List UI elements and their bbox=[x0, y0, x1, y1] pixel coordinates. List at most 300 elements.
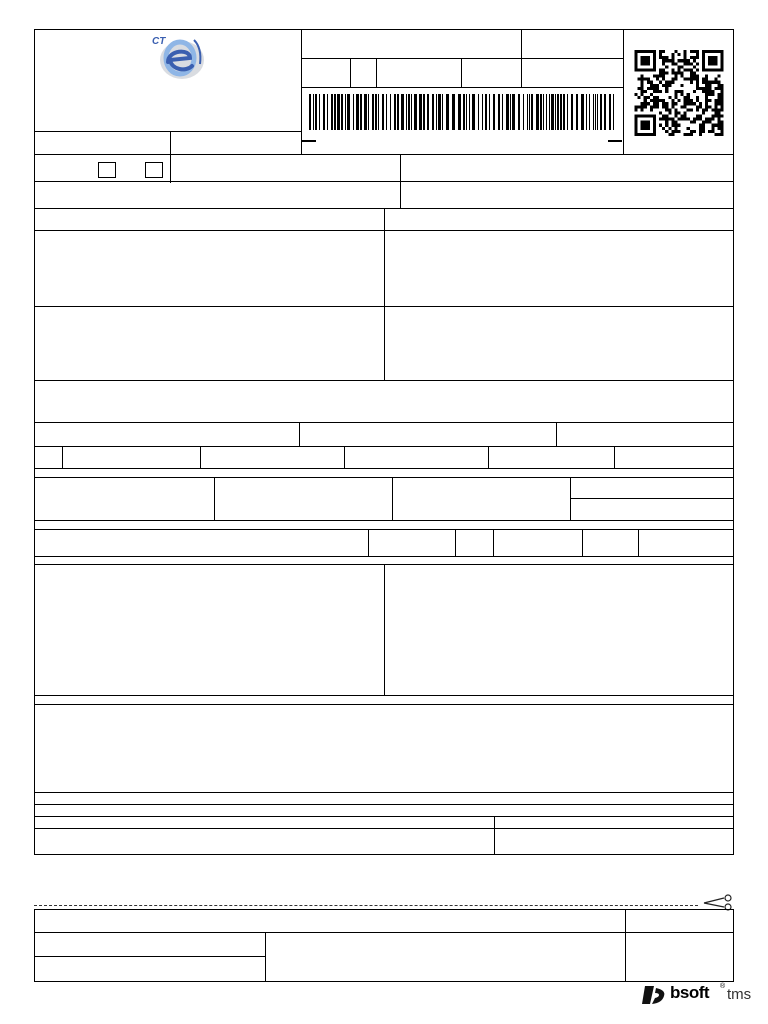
qr-module bbox=[687, 59, 690, 62]
barcode-bar bbox=[529, 94, 530, 130]
qr-module bbox=[674, 78, 677, 81]
barcode-graphic bbox=[309, 94, 619, 130]
qr-module bbox=[665, 90, 668, 93]
qr-module bbox=[650, 99, 653, 102]
barcode-bar bbox=[600, 94, 602, 130]
qr-module bbox=[674, 115, 677, 118]
qr-module bbox=[662, 99, 665, 102]
barcode-bar bbox=[419, 94, 422, 130]
barcode-bar bbox=[589, 94, 590, 130]
qr-module bbox=[677, 65, 680, 68]
barcode-bar bbox=[432, 94, 434, 130]
qr-module bbox=[656, 75, 659, 78]
qr-module bbox=[708, 93, 711, 96]
checkbox[interactable] bbox=[98, 162, 116, 178]
barcode-bar bbox=[452, 94, 455, 130]
barcode-bar bbox=[485, 94, 487, 130]
qr-module bbox=[687, 78, 690, 81]
qr-module bbox=[681, 105, 684, 108]
qr-module bbox=[720, 133, 723, 136]
qr-module bbox=[684, 56, 687, 59]
barcode-bar bbox=[313, 94, 314, 130]
qr-module bbox=[708, 81, 711, 84]
barcode-bar bbox=[427, 94, 429, 130]
qr-module bbox=[690, 68, 693, 71]
qr-module bbox=[674, 121, 677, 124]
divider bbox=[384, 564, 385, 695]
qr-module bbox=[677, 118, 680, 121]
qr-module bbox=[641, 84, 644, 87]
qr-module bbox=[702, 127, 705, 130]
qr-module bbox=[687, 127, 690, 130]
divider bbox=[62, 446, 63, 468]
divider bbox=[301, 87, 623, 88]
qr-finder bbox=[653, 115, 656, 137]
qr-module bbox=[656, 87, 659, 90]
barcode-bar bbox=[489, 94, 490, 130]
qr-module bbox=[662, 102, 665, 105]
qr-module bbox=[705, 108, 708, 111]
barcode-bar bbox=[414, 94, 417, 130]
qr-module bbox=[714, 87, 717, 90]
qr-module bbox=[714, 102, 717, 105]
brand-name: bsoft bbox=[670, 983, 710, 1002]
qr-module bbox=[702, 87, 705, 90]
qr-module bbox=[665, 130, 668, 133]
barcode-bar bbox=[353, 94, 354, 130]
qr-module bbox=[690, 133, 693, 136]
qr-module bbox=[720, 90, 723, 93]
qr-module bbox=[684, 50, 687, 53]
qr-module bbox=[641, 81, 644, 84]
qr-module bbox=[684, 96, 687, 99]
divider bbox=[368, 529, 369, 556]
qr-module bbox=[714, 111, 717, 114]
qr-module bbox=[641, 75, 644, 78]
divider bbox=[35, 422, 733, 423]
qr-module bbox=[677, 68, 680, 71]
qr-module bbox=[650, 105, 653, 108]
qr-module bbox=[659, 72, 662, 75]
qr-module bbox=[665, 65, 668, 68]
qr-module bbox=[674, 108, 677, 111]
qr-module bbox=[687, 99, 690, 102]
divider bbox=[35, 695, 733, 696]
qr-finder bbox=[634, 133, 656, 136]
qr-module bbox=[674, 127, 677, 130]
qr-module bbox=[693, 90, 696, 93]
qr-module bbox=[717, 93, 720, 96]
barcode-bar bbox=[408, 94, 410, 130]
barcode-bar bbox=[546, 94, 547, 130]
qr-module bbox=[690, 62, 693, 65]
brand-mark: ® bbox=[720, 983, 726, 990]
qr-module bbox=[684, 59, 687, 62]
barcode-bar bbox=[309, 94, 311, 130]
barcode-bar bbox=[345, 94, 346, 130]
barcode-bar bbox=[323, 94, 325, 130]
qr-module bbox=[668, 111, 671, 114]
divider bbox=[170, 131, 171, 183]
qr-module bbox=[711, 127, 714, 130]
qr-module bbox=[717, 121, 720, 124]
qr-module bbox=[720, 121, 723, 124]
qr-module bbox=[705, 96, 708, 99]
qr-module bbox=[644, 96, 647, 99]
barcode-bar bbox=[331, 94, 333, 130]
divider bbox=[214, 477, 215, 520]
barcode-bar bbox=[423, 94, 425, 130]
divider bbox=[392, 477, 393, 520]
qr-module bbox=[687, 133, 690, 136]
qr-module bbox=[693, 59, 696, 62]
barcode-bar bbox=[397, 94, 399, 130]
qr-module bbox=[671, 56, 674, 59]
qr-module bbox=[665, 59, 668, 62]
qr-module bbox=[702, 90, 705, 93]
qr-module bbox=[702, 108, 705, 111]
qr-module bbox=[659, 99, 662, 102]
qr-module bbox=[662, 105, 665, 108]
barcode-bar bbox=[406, 94, 407, 130]
qr-module bbox=[693, 65, 696, 68]
barcode-bar bbox=[347, 94, 350, 130]
divider bbox=[488, 446, 489, 468]
qr-finder bbox=[653, 50, 656, 72]
qr-module bbox=[720, 84, 723, 87]
qr-module bbox=[696, 50, 699, 53]
qr-module bbox=[671, 81, 674, 84]
divider bbox=[35, 446, 733, 447]
barcode-bar bbox=[557, 94, 559, 130]
qr-module bbox=[705, 87, 708, 90]
qr-module bbox=[656, 99, 659, 102]
barcode-bar bbox=[337, 94, 340, 130]
barcode-bar bbox=[506, 94, 509, 130]
divider bbox=[556, 422, 557, 446]
qr-module bbox=[714, 133, 717, 136]
barcode-bar bbox=[563, 94, 565, 130]
barcode-bar bbox=[341, 94, 343, 130]
qr-module bbox=[644, 78, 647, 81]
qr-module bbox=[693, 72, 696, 75]
divider bbox=[344, 446, 345, 468]
qr-module bbox=[696, 96, 699, 99]
qr-module bbox=[684, 62, 687, 65]
qr-module bbox=[662, 68, 665, 71]
qr-module bbox=[653, 90, 656, 93]
qr-finder bbox=[702, 68, 724, 71]
qr-module bbox=[653, 102, 656, 105]
barcode-bar bbox=[531, 94, 533, 130]
qr-module bbox=[687, 96, 690, 99]
divider bbox=[455, 529, 456, 556]
qr-module bbox=[674, 50, 677, 53]
qr-module bbox=[671, 102, 674, 105]
qr-module bbox=[671, 68, 674, 71]
barcode-bar bbox=[581, 94, 584, 130]
qr-module bbox=[674, 102, 677, 105]
qr-module bbox=[681, 75, 684, 78]
qr-module bbox=[693, 56, 696, 59]
qr-module bbox=[662, 56, 665, 59]
qr-module bbox=[720, 130, 723, 133]
qr-module bbox=[641, 78, 644, 81]
qr-module bbox=[641, 90, 644, 93]
barcode-bar bbox=[315, 94, 317, 130]
qr-module bbox=[644, 102, 647, 105]
barcode-bar bbox=[466, 94, 467, 130]
qr-module bbox=[677, 90, 680, 93]
qr-module bbox=[659, 75, 662, 78]
divider bbox=[301, 30, 302, 154]
qr-module bbox=[711, 93, 714, 96]
qr-module bbox=[647, 87, 650, 90]
qr-module bbox=[638, 78, 641, 81]
qr-module bbox=[696, 81, 699, 84]
qr-module bbox=[674, 62, 677, 65]
barcode-bar bbox=[469, 94, 470, 130]
divider bbox=[35, 932, 733, 933]
barcode-bar bbox=[551, 94, 554, 130]
barcode bbox=[309, 94, 619, 130]
qr-module bbox=[674, 124, 677, 127]
qr-module bbox=[711, 124, 714, 127]
divider bbox=[35, 154, 733, 155]
qr-module bbox=[693, 102, 696, 105]
divider bbox=[35, 804, 733, 805]
qr-module bbox=[705, 121, 708, 124]
qr-module bbox=[717, 111, 720, 114]
qr-module bbox=[711, 81, 714, 84]
qr-module bbox=[665, 87, 668, 90]
barcode-bar bbox=[386, 94, 387, 130]
qr-module bbox=[656, 84, 659, 87]
qr-finder bbox=[720, 50, 723, 72]
logo-small-text: CT bbox=[152, 36, 166, 47]
divider bbox=[493, 529, 494, 556]
qr-module bbox=[665, 108, 668, 111]
qr-module bbox=[693, 50, 696, 53]
qr-module bbox=[674, 75, 677, 78]
qr-module bbox=[708, 90, 711, 93]
barcode-bar bbox=[510, 94, 511, 130]
qr-module bbox=[702, 78, 705, 81]
divider bbox=[521, 30, 522, 87]
qr-module bbox=[681, 59, 684, 62]
qr-module bbox=[705, 81, 708, 84]
qr-module bbox=[665, 102, 668, 105]
barcode-bar bbox=[502, 94, 503, 130]
qr-code bbox=[634, 50, 724, 136]
barcode-bar bbox=[493, 94, 495, 130]
barcode-bar bbox=[401, 94, 404, 130]
qr-module bbox=[696, 105, 699, 108]
qr-module bbox=[668, 96, 671, 99]
cut-line bbox=[34, 905, 698, 906]
qr-module bbox=[665, 121, 668, 124]
divider bbox=[35, 181, 733, 182]
qr-module bbox=[659, 56, 662, 59]
qr-module bbox=[696, 118, 699, 121]
qr-module bbox=[671, 118, 674, 121]
barcode-bar bbox=[518, 94, 520, 130]
divider bbox=[35, 828, 733, 829]
qr-module bbox=[684, 99, 687, 102]
qr-module bbox=[702, 121, 705, 124]
qr-module bbox=[668, 59, 671, 62]
barcode-bar bbox=[446, 94, 449, 130]
qr-module bbox=[641, 87, 644, 90]
barcode-bar bbox=[327, 94, 328, 130]
qr-module bbox=[705, 90, 708, 93]
qr-module bbox=[671, 59, 674, 62]
divider bbox=[35, 792, 733, 793]
qr-module bbox=[720, 96, 723, 99]
qr-module bbox=[665, 118, 668, 121]
qr-module bbox=[650, 84, 653, 87]
qr-module bbox=[671, 72, 674, 75]
qr-module bbox=[659, 90, 662, 93]
qr-module bbox=[671, 105, 674, 108]
qr-finder bbox=[634, 115, 656, 118]
qr-module bbox=[641, 102, 644, 105]
qr-module bbox=[650, 108, 653, 111]
barcode-bar bbox=[319, 94, 320, 130]
qr-module bbox=[717, 81, 720, 84]
qr-module bbox=[641, 93, 644, 96]
qr-module bbox=[720, 124, 723, 127]
qr-module bbox=[717, 84, 720, 87]
barcode-bar bbox=[543, 94, 544, 130]
qr-module bbox=[717, 124, 720, 127]
divider bbox=[200, 446, 201, 468]
barcode-bar bbox=[549, 94, 550, 130]
divider bbox=[570, 498, 733, 499]
barcode-bar bbox=[540, 94, 542, 130]
qr-module bbox=[644, 90, 647, 93]
checkbox[interactable] bbox=[145, 162, 163, 178]
qr-module bbox=[717, 133, 720, 136]
barcode-bar bbox=[597, 94, 598, 130]
qr-module bbox=[714, 105, 717, 108]
qr-module bbox=[699, 127, 702, 130]
qr-module bbox=[653, 87, 656, 90]
qr-module bbox=[714, 99, 717, 102]
qr-module bbox=[668, 84, 671, 87]
qr-module bbox=[641, 105, 644, 108]
divider bbox=[35, 380, 733, 381]
qr-module bbox=[687, 102, 690, 105]
qr-module bbox=[717, 115, 720, 118]
qr-module bbox=[650, 81, 653, 84]
qr-module bbox=[677, 72, 680, 75]
qr-module bbox=[714, 81, 717, 84]
barcode-bar bbox=[356, 94, 359, 130]
qr-module bbox=[684, 115, 687, 118]
qr-module bbox=[720, 93, 723, 96]
qr-module bbox=[711, 90, 714, 93]
qr-module bbox=[699, 130, 702, 133]
qr-module bbox=[656, 78, 659, 81]
qr-module bbox=[656, 105, 659, 108]
qr-module bbox=[659, 50, 662, 53]
barcode-bar bbox=[463, 94, 465, 130]
qr-module bbox=[662, 115, 665, 118]
qr-module bbox=[717, 108, 720, 111]
qr-module bbox=[720, 127, 723, 130]
divider bbox=[35, 556, 733, 557]
barcode-bar bbox=[382, 94, 384, 130]
qr-module bbox=[668, 118, 671, 121]
qr-module bbox=[699, 124, 702, 127]
divider bbox=[625, 909, 626, 982]
qr-module bbox=[693, 118, 696, 121]
qr-module bbox=[677, 124, 680, 127]
qr-module bbox=[696, 53, 699, 56]
barcode-bar bbox=[375, 94, 377, 130]
qr-module bbox=[668, 133, 671, 136]
divider bbox=[350, 58, 351, 87]
qr-module bbox=[659, 124, 662, 127]
qr-module bbox=[647, 102, 650, 105]
qr-finder bbox=[702, 50, 724, 53]
divider bbox=[35, 468, 733, 469]
qr-module bbox=[634, 93, 637, 96]
qr-module bbox=[662, 50, 665, 53]
qr-module bbox=[681, 84, 684, 87]
qr-module bbox=[677, 59, 680, 62]
qr-module bbox=[705, 118, 708, 121]
qr-module bbox=[638, 87, 641, 90]
qr-module bbox=[634, 105, 637, 108]
qr-module bbox=[662, 72, 665, 75]
qr-module bbox=[671, 78, 674, 81]
qr-module bbox=[671, 133, 674, 136]
qr-module bbox=[690, 108, 693, 111]
qr-module bbox=[681, 72, 684, 75]
qr-module bbox=[638, 105, 641, 108]
qr-module bbox=[705, 99, 708, 102]
qr-module bbox=[717, 127, 720, 130]
qr-module bbox=[665, 124, 668, 127]
qr-module bbox=[696, 56, 699, 59]
qr-module bbox=[714, 108, 717, 111]
qr-module bbox=[665, 72, 668, 75]
qr-module bbox=[696, 62, 699, 65]
divider bbox=[35, 131, 301, 132]
qr-module bbox=[693, 75, 696, 78]
qr-module bbox=[681, 93, 684, 96]
dacte-form bbox=[34, 29, 734, 855]
qr-module bbox=[690, 72, 693, 75]
qr-module bbox=[687, 68, 690, 71]
qr-module bbox=[650, 87, 653, 90]
qr-module bbox=[662, 75, 665, 78]
qr-module bbox=[684, 78, 687, 81]
bsoft-mark-icon bbox=[642, 984, 668, 1006]
qr-module bbox=[699, 102, 702, 105]
divider bbox=[35, 816, 733, 817]
qr-module bbox=[674, 72, 677, 75]
barcode-bar bbox=[595, 94, 596, 130]
barcode-bar bbox=[390, 94, 391, 130]
qr-module bbox=[711, 130, 714, 133]
qr-module bbox=[705, 93, 708, 96]
qr-module bbox=[677, 130, 680, 133]
qr-module bbox=[708, 105, 711, 108]
qr-module bbox=[705, 75, 708, 78]
